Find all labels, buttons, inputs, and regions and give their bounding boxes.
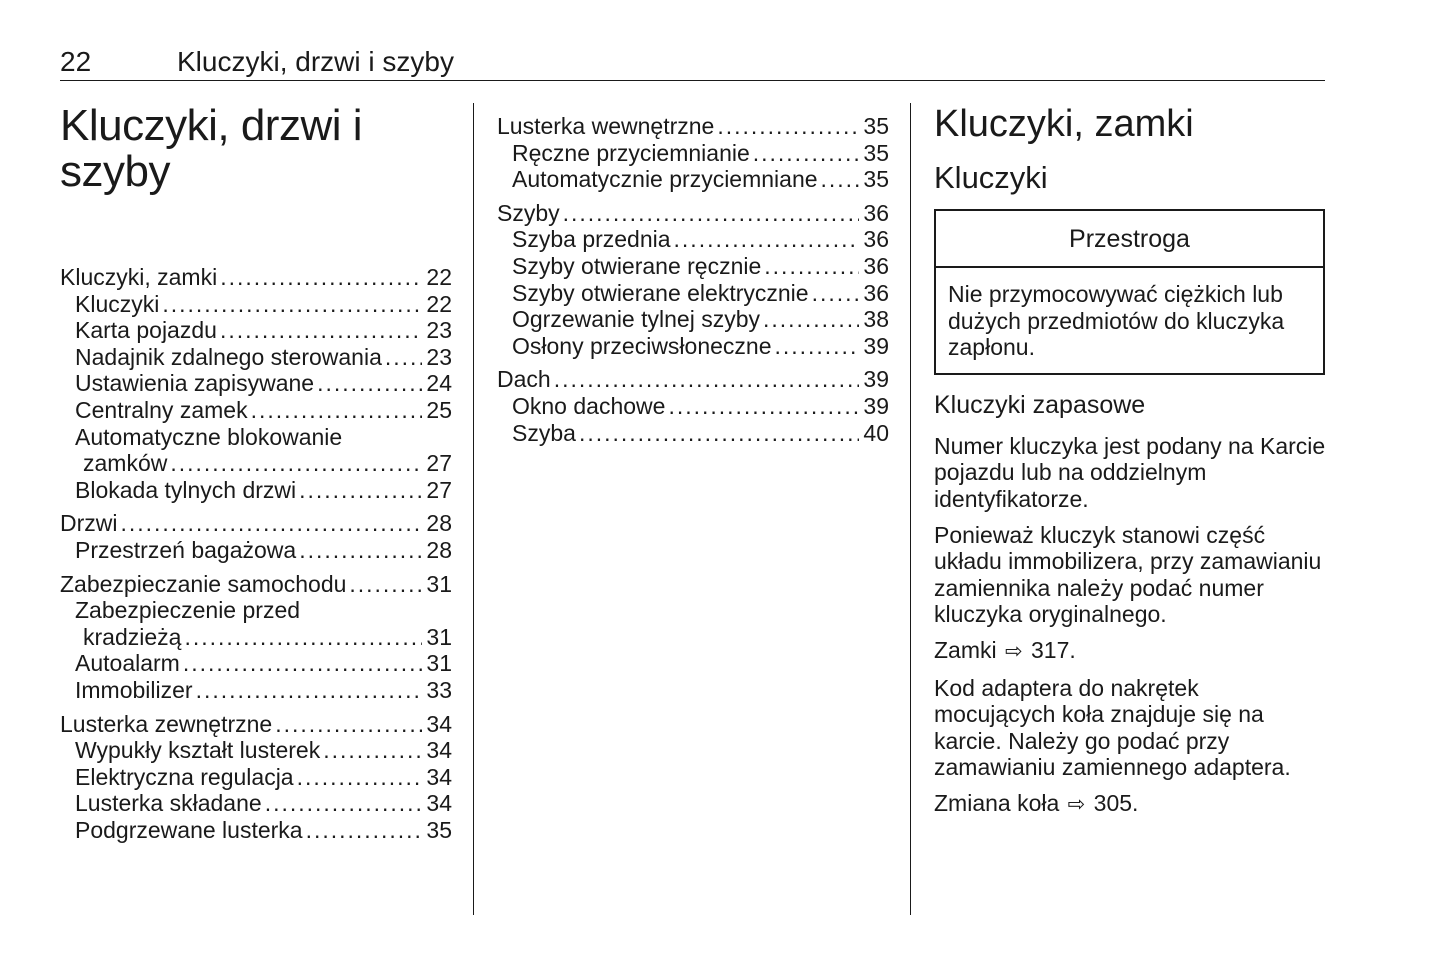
toc-page-number: 28: [426, 510, 452, 537]
dot-leader: [753, 140, 860, 167]
toc-page-number: 39: [863, 366, 889, 393]
toc-page-number: 24: [426, 370, 452, 397]
toc-entry-label: Lusterka składane: [75, 790, 262, 817]
toc-page-number: 36: [863, 199, 889, 226]
toc-chapter-entry[interactable]: [497, 200, 889, 227]
toc-page-number: 23: [426, 317, 452, 344]
toc-subentry[interactable]: [497, 253, 889, 280]
paragraph: Ponieważ kluczyk stanowi część układu immobilizera, przy zamawianiu zamiennika należy podać numer kluczyka oryginalnego.: [934, 521, 1322, 628]
toc-subentry[interactable]: [60, 370, 452, 397]
toc-subentry[interactable]: [497, 333, 889, 360]
toc-entry-label: Dach: [497, 366, 551, 393]
toc-page-number: 35: [863, 113, 889, 139]
toc-entry-label: Ręczne przyciemnianie: [512, 139, 750, 166]
dot-leader: [763, 306, 859, 333]
dot-leader: [323, 737, 422, 764]
dot-leader: [775, 333, 860, 360]
dot-leader: [821, 166, 860, 193]
toc-group: [497, 200, 889, 360]
toc-page-number: 31: [426, 623, 452, 650]
toc-entry-label: Szyby otwierane ręcznie: [512, 252, 762, 279]
toc-entry-label: Ogrzewanie tylnej szyby: [512, 306, 760, 333]
toc-column-2: [497, 103, 889, 453]
toc-page-number: 27: [426, 450, 452, 477]
toc-entry-label: Drzwi: [60, 510, 118, 537]
toc-entry-label-line[interactable]: Automatyczne blokowanie: [75, 423, 343, 450]
dot-leader: [349, 571, 422, 598]
toc-subentry[interactable]: [497, 166, 889, 193]
dot-leader: [668, 393, 859, 420]
toc-group: [497, 366, 889, 446]
toc-subentry[interactable]: [60, 477, 452, 504]
toc-chapter-entry[interactable]: [60, 510, 452, 537]
toc-subentry[interactable]: [60, 450, 452, 477]
dot-leader: [121, 510, 423, 537]
toc-page-number: 36: [863, 279, 889, 306]
toc-page-number: 36: [863, 226, 889, 253]
dot-leader: [162, 291, 422, 318]
toc-entry-label: Szyba przednia: [512, 226, 671, 253]
toc-entry-label: Szyby: [497, 199, 560, 226]
toc-entry-label: Wypukły kształt lusterek: [75, 737, 321, 764]
toc-subentry[interactable]: [60, 317, 452, 344]
toc-subentry[interactable]: [497, 393, 889, 420]
toc-page-number: 28: [426, 536, 452, 563]
dot-leader: [196, 677, 423, 704]
dot-leader: [579, 420, 859, 447]
dot-leader: [265, 790, 423, 817]
toc-entry-label: Przestrzeń bagażowa: [75, 536, 297, 563]
toc-page-number: 31: [426, 570, 452, 597]
dot-leader: [563, 200, 860, 227]
toc-entry-label: Szyby otwierane elektrycznie: [512, 279, 809, 306]
toc-entry-label: Ustawienia zapisywane: [75, 370, 315, 397]
dot-leader: [554, 366, 860, 393]
page-reference-arrow-icon: ⇨: [1005, 639, 1023, 663]
section-column: [934, 103, 1326, 819]
dot-leader: [299, 477, 422, 504]
toc-entry-label: Okno dachowe: [512, 392, 666, 419]
dot-leader: [184, 624, 422, 651]
toc-entry-label: Podgrzewane lusterka: [75, 816, 303, 843]
toc-page-number: 22: [426, 264, 452, 290]
toc-entry-label: Autoalarm: [75, 650, 180, 677]
toc-subentry[interactable]: [60, 537, 452, 564]
dot-leader: [674, 226, 860, 253]
reference-link[interactable]: 305.: [1093, 789, 1139, 816]
toc-subentry[interactable]: [497, 280, 889, 307]
toc-group: [60, 711, 452, 844]
section-title: Kluczyki, zamki: [934, 103, 1194, 145]
toc-subentry[interactable]: [60, 817, 452, 844]
dot-leader: [812, 280, 860, 307]
toc-subentry[interactable]: [60, 624, 452, 651]
toc-entry-label: Centralny zamek: [75, 396, 248, 423]
dot-leader: [220, 264, 422, 291]
dot-leader: [220, 317, 422, 344]
subsection-title: Kluczyki: [934, 160, 1048, 195]
dot-leader: [183, 650, 423, 677]
toc-page-number: 34: [426, 737, 452, 764]
toc-entry-label: Osłony przeciwsłoneczne: [512, 332, 772, 359]
toc-page-number: 33: [426, 676, 452, 703]
toc-entry-label: Szyba: [512, 419, 576, 446]
toc-page-number: 38: [863, 306, 889, 333]
toc-entry-label: zamków: [83, 450, 168, 477]
toc-entry-label: Zabezpieczanie samochodu: [60, 570, 347, 597]
dot-leader: [306, 817, 423, 844]
dot-leader: [317, 370, 422, 397]
toc-subentry[interactable]: [60, 291, 452, 318]
toc-subentry[interactable]: [497, 226, 889, 253]
toc-subentry[interactable]: [60, 677, 452, 704]
dot-leader: [299, 537, 422, 564]
column-divider: [910, 103, 911, 915]
toc-entry-label: Nadajnik zdalnego sterowania: [75, 343, 382, 370]
dot-leader: [251, 397, 423, 424]
dot-leader: [297, 764, 423, 791]
toc-entry-label: kradzieżą: [83, 623, 182, 650]
reference-link[interactable]: 317.: [1031, 636, 1076, 663]
toc-entry-label-line[interactable]: Zabezpieczenie przed: [75, 597, 301, 624]
toc-column-1: [60, 103, 452, 850]
spare-keys-heading: Kluczyki zapasowe: [934, 390, 1146, 419]
toc-subentry[interactable]: [497, 140, 889, 167]
dot-leader: [170, 450, 422, 477]
toc-page-number: 39: [863, 392, 889, 419]
toc-subentry[interactable]: [497, 306, 889, 333]
page-reference-arrow-icon: ⇨: [1067, 792, 1086, 816]
page-header: [60, 44, 1325, 81]
toc-group: [60, 264, 452, 503]
toc-subentry[interactable]: [60, 650, 452, 677]
toc-subentry[interactable]: [497, 420, 889, 447]
toc-page-number: 36: [863, 252, 889, 279]
toc-page-number: 25: [426, 396, 452, 423]
toc-subentry[interactable]: [60, 790, 452, 817]
toc-group: [60, 571, 452, 704]
toc-entry-label: Kluczyki: [75, 290, 160, 317]
toc-page-number: 27: [426, 476, 452, 503]
toc-page-number: 23: [426, 343, 452, 370]
toc-entry-label: Immobilizer: [75, 676, 193, 703]
toc-entry-label: Elektryczna regulacja: [75, 763, 294, 790]
reference-line: [934, 637, 1326, 666]
toc-chapter-entry[interactable]: [497, 366, 889, 393]
toc-chapter-entry[interactable]: [497, 113, 889, 140]
warning-heading: Przestroga: [936, 211, 1323, 268]
column-divider: [473, 103, 474, 915]
toc-page-number: 34: [426, 763, 452, 790]
toc-page-number: 35: [863, 166, 889, 193]
dot-leader: [717, 113, 859, 140]
toc-group: [497, 113, 889, 193]
toc-page-number: 40: [863, 419, 889, 446]
table-of-contents: [60, 264, 452, 843]
toc-subentry[interactable]: [60, 737, 452, 764]
running-title: Kluczyki, drzwi i szyby: [177, 46, 454, 77]
toc-entry-label: Automatycznie przyciemniane: [512, 166, 818, 193]
paragraph: Kod adaptera do nakrętek mocujących koła znajduje się na karcie. Należy go podać przy zamawianiu zamiennego adaptera.: [934, 674, 1291, 781]
toc-entry-label: Blokada tylnych drzwi: [75, 476, 297, 503]
table-of-contents-continued: [497, 113, 889, 446]
warning-box: [934, 209, 1325, 375]
chapter-title: Kluczyki, drzwi i szyby: [60, 101, 362, 196]
dot-leader: [385, 344, 423, 371]
toc-entry-label: Kluczyki, zamki: [60, 264, 218, 290]
toc-page-number: 22: [426, 290, 452, 317]
toc-page-number: 31: [426, 650, 452, 677]
toc-subentry[interactable]: [60, 764, 452, 791]
dot-leader: [764, 253, 859, 280]
reference-line: [934, 790, 1326, 819]
dot-leader: [275, 711, 422, 738]
page-number: 22: [60, 46, 92, 77]
toc-subentry[interactable]: [60, 344, 452, 371]
warning-text: Nie przymocowywać ciężkich lub dużych przedmiotów do kluczyka zapłonu.: [948, 281, 1285, 361]
reference-text: Zmiana koła: [934, 789, 1060, 816]
toc-group: [60, 510, 452, 563]
toc-page-number: 35: [426, 816, 452, 843]
toc-chapter-entry[interactable]: [60, 711, 452, 738]
paragraph: Numer kluczyka jest podany na Karcie pojazdu lub na oddzielnym identyfikatorze.: [934, 432, 1326, 512]
toc-subentry[interactable]: [60, 397, 452, 424]
reference-text: Zamki: [934, 636, 997, 663]
toc-entry-label: Lusterka wewnętrzne: [497, 113, 715, 139]
toc-page-number: 34: [426, 710, 452, 737]
toc-chapter-entry[interactable]: [60, 264, 452, 291]
toc-chapter-entry[interactable]: [60, 571, 452, 598]
toc-page-number: 34: [426, 790, 452, 817]
toc-entry-label: Lusterka zewnętrzne: [60, 710, 273, 737]
toc-page-number: 35: [863, 139, 889, 166]
toc-page-number: 39: [863, 332, 889, 359]
toc-entry-label: Karta pojazdu: [75, 317, 217, 344]
